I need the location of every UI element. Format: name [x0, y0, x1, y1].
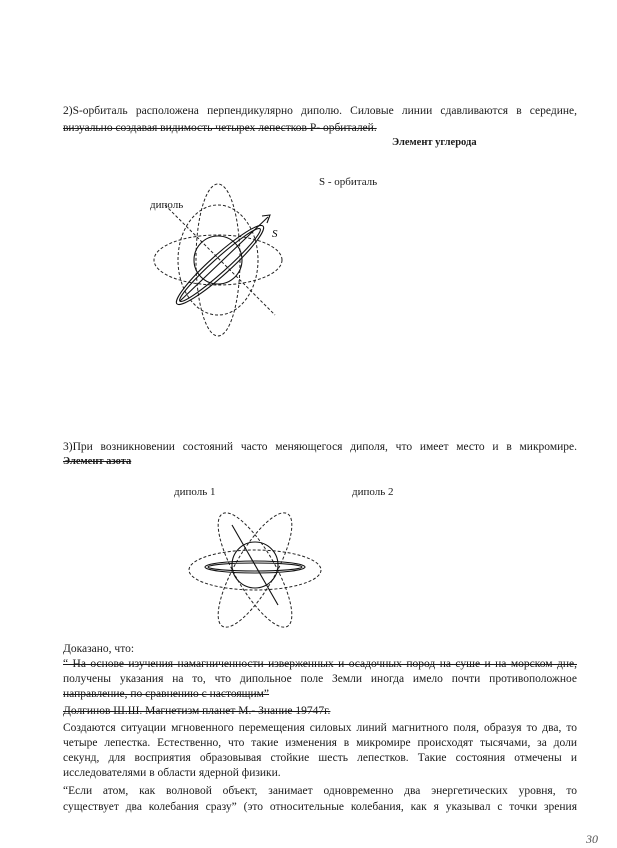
- para1-line2: четыре лепестка. Естественно, что такие изменения в микромире происходят тысячами, за доли: [63, 737, 577, 749]
- s-axis-arrow: [180, 217, 268, 301]
- quote-line2: получены указания на то, что дипольное поле Земли иногда имело почти противоположное: [63, 673, 577, 685]
- nitrogen-element-title: Элемент азота: [63, 456, 132, 467]
- vertical-lobe: [196, 184, 240, 336]
- para1-line1: Создаются ситуации мгновенного перемещения силовых линий магнитного поля, образуя то два, то: [63, 722, 577, 734]
- carbon-orbital-diagram: [140, 175, 300, 345]
- para1-line3: секунд, для восприятия образовывая стойкие шесть лепестков. Такие состояния отмечены и: [63, 752, 577, 764]
- page-number: 30: [586, 832, 598, 846]
- dipole-label: диполь: [150, 199, 184, 211]
- horizontal-lobe: [154, 235, 282, 285]
- section3-line1: 3)При возникновении состояний часто меняющегося диполя, что имеет место и в микромире.: [63, 441, 577, 453]
- s-orbital-ring: [170, 219, 270, 311]
- section2-line1: 2)S-орбиталь расположена перпендикулярно диполю. Силовые линии сдавливаются в середине,: [63, 105, 577, 117]
- middle-lobe: [178, 205, 258, 315]
- citation: Долгинов Ш.Ш. Магнетизм планет М.- Знание 19747г.: [63, 705, 331, 717]
- s-orbital-label: S - орбиталь: [319, 176, 378, 188]
- para1-line4: исследователями в области ядерной физики.: [63, 767, 281, 779]
- dipole2-label: диполь 2: [352, 486, 394, 498]
- carbon-element-title: Элемент углерода: [392, 137, 477, 148]
- section2-line2: визуально создавая видимость четырех лепестков Р- орбиталей.: [63, 122, 377, 134]
- para2-line1: “Если атом, как волновой объект, занимает одновременно два энергетических уровня, то: [63, 785, 577, 797]
- para2-line2: существует два колебания сразу” (это относительные колебания, как я указывал с точки зрения: [63, 801, 577, 813]
- dipole1-label: диполь 1: [174, 486, 216, 498]
- s-label: S: [272, 228, 278, 240]
- quote-line3: направление, по сравнению с настоящим”: [63, 688, 270, 700]
- proof-intro: Доказано, что:: [63, 643, 135, 655]
- petal-c: [189, 550, 321, 590]
- dipole1-axis: [232, 525, 278, 605]
- quote-line1: “ На основе изучения намагниченности изверженных и осадочных пород на суше и на морском дне,: [63, 658, 577, 670]
- nitrogen-orbital-diagram: [180, 505, 330, 645]
